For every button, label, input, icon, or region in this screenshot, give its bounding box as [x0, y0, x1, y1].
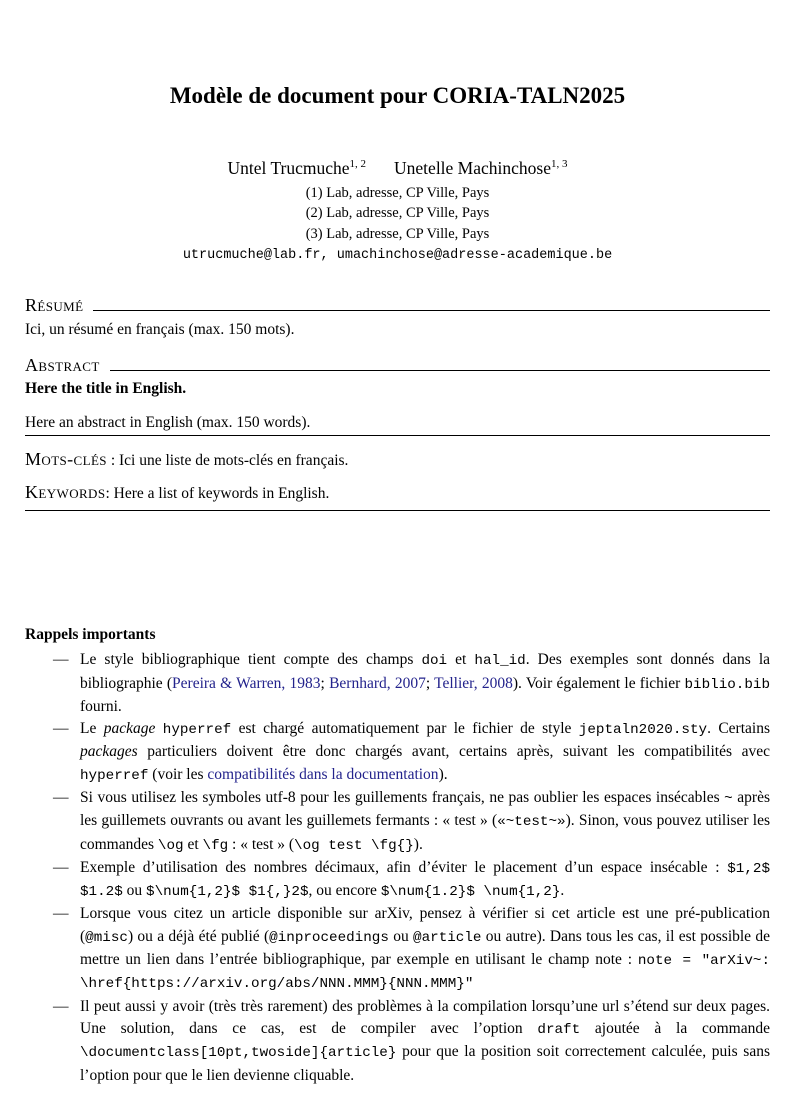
code-text: hal_id	[474, 653, 526, 670]
reminder-item	[25, 857, 770, 904]
motscles-separator: :	[106, 452, 120, 470]
affiliations	[25, 183, 770, 244]
resume-rule	[93, 310, 770, 311]
code-text: \documentclass[10pt,twoside]{article}	[80, 1045, 397, 1062]
item-dash-icon: —	[53, 997, 69, 1015]
body-text: . Des exemples sont donnés dans la bibliographie (	[80, 651, 771, 692]
emails-line: utrucmuche@lab.fr, umachinchose@adresse-academique.be	[182, 248, 613, 264]
affiliation-line: (3) Lab, adresse, CP Ville, Pays	[305, 225, 490, 242]
keywords-separator: :	[105, 485, 114, 503]
resume-body: Ici, un résumé en français (max. 150 mots).	[25, 321, 295, 339]
item-dash-icon: —	[53, 720, 69, 738]
body-text: ).	[413, 835, 423, 853]
reminder-item	[25, 718, 770, 787]
author	[228, 158, 367, 178]
resume-label: Résumé	[25, 295, 84, 316]
code-text: @inproceedings	[269, 929, 389, 946]
item-dash-icon: —	[53, 858, 69, 876]
abstract-body: Here an abstract in English (max. 150 words).	[25, 412, 770, 436]
body-text: et	[183, 835, 203, 853]
resume-section	[25, 294, 770, 340]
code-text: draft	[537, 1021, 581, 1038]
body-text: Le	[80, 720, 104, 738]
abstract-english-title: Here the title in English.	[25, 380, 187, 398]
italic-text: packages	[80, 743, 138, 761]
body-text: ). Sinon, vous pouvez utiliser les commandes	[80, 812, 770, 853]
code-text: ~	[724, 791, 733, 807]
body-text: pour que la position soit correctement calculée, puis sans l’option pour que le lien devienne cliquable.	[80, 1043, 770, 1084]
body-text: Le style bibliographique tient compte des champs	[80, 651, 422, 669]
abstract-section	[25, 354, 770, 436]
motscles-body: Ici une liste de mots-clés en français.	[119, 452, 349, 470]
body-text: : « test » (	[228, 835, 295, 853]
abstract-rule	[110, 370, 770, 371]
code-text: $\num{1,2}$ $1{,}2$	[146, 884, 309, 901]
body-text: Si vous utilisez les symboles utf-8 pour les guillements français, ne pas oublier les espaces insécables	[80, 789, 725, 806]
item-dash-icon: —	[53, 905, 69, 923]
body-text: ).	[438, 765, 448, 783]
code-text: $1,2$ $1.2$	[80, 860, 770, 901]
code-text: \og test \fg{}	[294, 837, 414, 854]
abstract-header	[25, 354, 770, 376]
reminder-item	[25, 903, 770, 995]
author-name: Untel Trucmuche	[227, 158, 350, 178]
body-text: . Certains	[707, 720, 770, 738]
hyperlink[interactable]: Pereira & Warren, 1983	[172, 674, 321, 692]
code-text: hyperref	[162, 722, 232, 739]
keywords-line	[25, 482, 770, 504]
body-text: (voir les	[148, 765, 208, 783]
code-text: @misc	[85, 929, 128, 946]
body-text: ajoutée à la commande	[580, 1019, 770, 1037]
body-text: ou	[388, 927, 414, 945]
body-text: ou	[122, 882, 147, 900]
code-text: biblio.bib	[684, 676, 770, 693]
code-text: doi	[421, 653, 448, 670]
author-name: Unetelle Machinchose	[394, 158, 551, 178]
body-text: après les guillemets ouvrants ou avant les guillemets fermants : « test » (	[80, 789, 770, 830]
body-text: Exemple d’utilisation des nombres décimaux, afin d’éviter le placement d’un espace insécable :	[80, 858, 728, 876]
reminder-item	[25, 649, 770, 718]
authors-line	[25, 157, 770, 179]
keywords-bottom-rule	[25, 510, 770, 511]
reminder-item	[25, 996, 770, 1087]
hyperlink[interactable]: compatibilités dans la documentation	[207, 765, 439, 783]
body-text: ) ou a déjà été publié (	[127, 927, 270, 945]
body-text	[155, 720, 162, 737]
code-text: note = "arXiv~: \href{https://arxiv.org/abs/NNN.MMM}{NNN.MMM}"	[80, 953, 770, 993]
code-text: \og	[157, 837, 184, 854]
code-text: @article	[413, 929, 482, 946]
item-dash-icon: —	[53, 651, 69, 669]
body-text: Il peut aussi y avoir (très très rarement) des problèmes à la compilation lorsqu’une url s’étend sur deux pages. Une solution, dans ce cas, est de compiler avec l’option	[80, 997, 770, 1037]
body-text: , ou encore	[308, 882, 381, 900]
body-text: particuliers doivent être donc chargés avant, certains après, suivant les compatibilités avec	[137, 743, 770, 761]
paper-title: Modèle de document pour CORIA-TALN2025	[169, 83, 626, 108]
code-text: $\num{1.2}$ \num{1,2}	[380, 884, 561, 901]
item-dash-icon: —	[53, 789, 69, 806]
body-text: ;	[425, 674, 435, 692]
body-text: .	[560, 882, 565, 900]
reminders-heading: Rappels importants	[25, 626, 156, 644]
hyperlink[interactable]: Bernhard, 2007	[329, 674, 426, 692]
body-text: Lorsque vous citez un article disponible sur arXiv, pensez à vérifier si cet article est une pré-publication (	[80, 905, 770, 945]
body-text: est chargé automatiquement par le fichier de style	[231, 720, 579, 738]
code-text: \fg	[202, 837, 229, 854]
affiliation-line: (2) Lab, adresse, CP Ville, Pays	[305, 205, 490, 222]
author-affiliation-sup: 1, 2	[349, 158, 367, 171]
body-text: ou autre). Dans tous les cas, il est possible de mettre un lien dans l’entrée bibliographique, par exemple en utilisant le champ note :	[80, 927, 771, 969]
body-text: ;	[320, 674, 330, 692]
reminders-list	[25, 649, 770, 1087]
abstract-label: Abstract	[25, 355, 100, 376]
affiliation-line: (1) Lab, adresse, CP Ville, Pays	[305, 185, 490, 201]
motscles-label: Mots-clés	[25, 449, 107, 470]
reminder-item	[25, 787, 770, 857]
author-affiliation-sup: 1, 3	[550, 158, 568, 171]
motscles-line	[25, 449, 770, 471]
author	[394, 158, 567, 178]
code-text: hyperref	[80, 767, 149, 784]
keywords-label: Keywords	[25, 482, 106, 503]
keywords-body: Here a list of keywords in English.	[113, 485, 330, 503]
code-text: jeptaln2020.sty	[578, 722, 708, 739]
body-text: fourni.	[80, 697, 122, 715]
italic-text: package	[103, 720, 156, 738]
hyperlink[interactable]: Tellier, 2008	[434, 674, 513, 692]
body-text: ). Voir également le fichier	[512, 674, 685, 692]
body-text: et	[447, 651, 475, 669]
resume-header	[25, 294, 770, 316]
code-text: «~test~»	[497, 814, 566, 831]
